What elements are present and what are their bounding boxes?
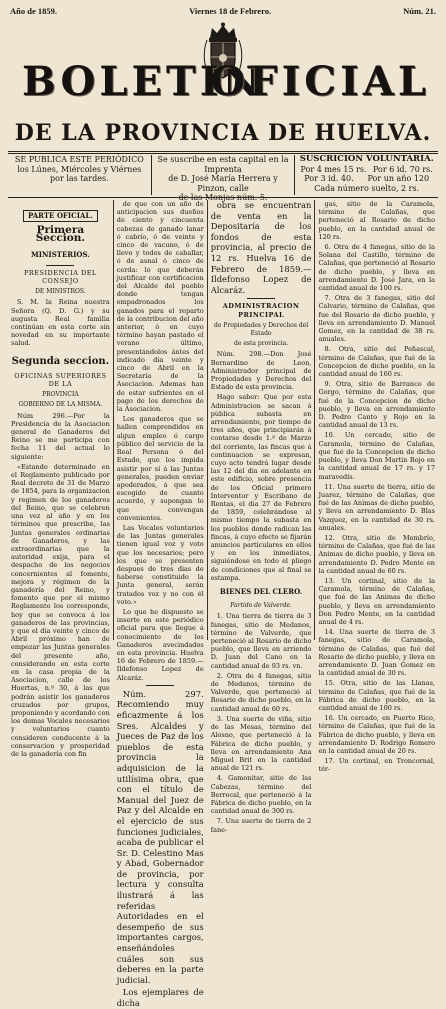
column-4 (314, 200, 438, 774)
list-item: 4. Gamonitar, sitio de las Cabezas, término del Berrocal, que perteneció á la Fábrica de dicho pueblo, en la cantidad anual de 300 rs. (210, 774, 312, 816)
list-item: 7. Una suerte de tierra de 2 fane- (210, 817, 312, 834)
list-item: 10. Un cercado, sitio de Caramola, término de Calañas, que fué de la Concepcion de dicho pueblo, y lleva Don Martin Rojo en la cantidad anual de 17 rs. y 17 maravedís. (318, 431, 435, 481)
list-item: 14. Una suerte de tierra de 3 fanegas, sitio de Caramola, término de Calañas, que fué del Rosario de dicho pueblo, y lleva en arrendamiento D. Juan Gomez en la cantidad anual de 30 rs. (318, 628, 435, 678)
issue-year: Año de 1859. (10, 6, 57, 16)
masthead (8, 18, 438, 110)
province-title: DE LA PROVINCIA DE HUELVA. (14, 120, 432, 146)
divider (8, 151, 438, 152)
notice-paragraph: Núm. 297. Recomiendo muy eficazmente á los Sres. Alcaldes y Jueces de Paz de los pueblos de esta provincia la adquisicion de la utilísima obra, que con el título de Manual del Juez de Paz y del Alcalde en el ejercicio de sus funciones judiciales, acaba de publicar el Sr. D. Celestino Mas y Abad, Gobernador de provincia, por lectura y consulta ilustrará á las referidas Autoridades en el desempeño de sus importantes cargos, enseñándoles cuáles son sus deberes en la parte judicial. (116, 688, 204, 985)
issue-number: Núm. 21. (403, 6, 436, 16)
subheading: OFICINAS SUPERIORES DE LA (14, 371, 107, 389)
subheading: PROVINCIA (42, 391, 79, 399)
section-box-parte-oficial: PARTE OFICIAL. (23, 210, 98, 222)
subheading: DE MINISTROS. (35, 288, 86, 296)
divider (46, 265, 74, 266)
notice-paragraph: Los ejemplares de dicha (116, 987, 204, 1008)
info-band (8, 155, 438, 195)
list-item: 12. Otra, sitio de Membrío, término de Calañas, que fué de las Animas de dicho pueblo, y lleva en arrendamiento D. Pedro Mente en la cantidad anual de 60 rs. (318, 533, 435, 575)
notice-paragraph: obra se encuentran de venta en la Depositaría de los fondos de esta provincia, al precio de 12 rs. Huelva 16 de Febrero de 1859.—Ildefonso Lopez de Alcaráz. (210, 200, 312, 295)
list-item: gas, sitio de la Caramola, término de Calañas, que perteneció al Rosario de dicho pueblo, en la cantidad anual de 120 rs. (318, 200, 435, 241)
column-3 (207, 200, 315, 834)
list-item: 16. Un cercado, en Puerto Rico, término de Calañas, que fué de la Fábrica de dicho pueblo, y lleva en arrendamiento D. Rodrigo Romero en la cantidad anual de 20 rs. (318, 714, 435, 755)
subscription-prices: SUSCRICION VOLUNTARIA. Por 4 mes 15 rs. Por 6 id. 70 rs. Por 3 id. 40. Por un año 120 Cada número suelto, 2 rs. (294, 155, 438, 195)
list-item: 8. Otra, sitio del Peñascal, término de Calañas, que fué de la Concepcion de dicho pueblo, en la cantidad anual de 160 rs. (318, 345, 435, 379)
body-columns (8, 200, 438, 1008)
divider (146, 685, 174, 686)
issue-line (10, 4, 436, 18)
title-oficial: OFICIAL (210, 58, 430, 105)
subheading: PRESIDENCIA DEL CONSEJO (24, 268, 97, 286)
divider (8, 197, 438, 198)
list-item: 2. Otra de 4 fanegas, sitio de Medanos, término de Valverde, que perteneció al Rosario de dicho pueblo, en la cantidad anual de 60 rs. (210, 671, 312, 713)
paragraph: «Estando determinado en el Reglamento publicado por Real decreto de 31 de Marzo de 1854, para la organizacion y regimen de los ganaderos del Reino, que se celebren una vez al año y en los términos que prescribe, las Juntas generales ordinarias de Ganaderos, y las extraordinarias que la autoridad exija, para el despacho de los negocios concernientes al fomento, mejora y régimen de la ganadería del Reino, y fomento que por el mismo Reglamento los corresponde, hoy que se convoca á los ganaderos de las provincias, y que el dia veinte y cinco de Abril próximo han de empezar las Juntas generales del presente año, considerando en esta corte en la casa propia de la Asociacion, calle de los Huertas, n.º 30, á las que podrán asistir los ganaderos cruzados por grupos, proponiendo y acordando con los demas Vocales necesarios y voluntarios cuanto consideren conducente á la conservacion y prosperidad de la ganadería con fin (11, 462, 110, 758)
list-item: 6. Otra de 4 fanegas, sitio de la Solana del Castillo, término de Calañas, que perteneció al Rosario de dicho pueblo, y lleva en arrendamiento D. José Jara, en la cantidad anual de 100 rs. (318, 243, 435, 293)
list-item: 17. Un cortinal, en Troncornal, tér- (318, 757, 435, 774)
list-item: 7. Otra de 3 fanegas, sitio del Calvario, término de Calañas, que fue del Rosario de dicho pueblo, y lleva en arrendamiento D. Manuel Gomez, en la cantidad de 38 rs. anuales. (318, 294, 435, 344)
list-item: 11. Una suerte de tierra, sitio de Juarez, término de Calañas, que fué de las Animas de dicho pueblo, y lleva en arrendamiento D. Blas Vazquez, en la cantidad de 30 rs. anuales. (318, 482, 435, 532)
subheading: GOBIERNO DE LA MISMA. (18, 401, 103, 409)
subheading: de esta provincia. (234, 340, 289, 348)
subheading: ADMINISTRACION PRINCIPAL (222, 302, 300, 319)
paragraph: Núm. 298.—Don José Bernardino de Leon, Administrador principal de Propiedades y Derechos del Estado de esta provincia. (210, 350, 312, 392)
paragraph: de que con un año de anticipacion sus dueños de ciento y cincuenta cabezas de ganado lanar ó cabrío, ó de veinte y cinco de vacuno, ó de llevo y todos de caballar, ó de asnal ó cinco de cerda: lo que deberán justificar con certificacion del Alcalde del pueblo donde tengan empadronados los ganados para el reparto de la contribucion del año anterior, ó en cuyo término hayan pastado el verano último, presentándolos ántes del indicado dia veinte y cinco de Abril en la Secretaría de la Asociacion. Ademas han de estar sufrientes en el pago de los derechos de la Asociacion. (116, 200, 204, 414)
list-item: 1. Una tierra de tierra de 3 fanegas, sitio de Medanos, término de Valverde, que perteneció al Rosario de dicho pueblo, que lleva en arriendo D. Juan del Cano en la cantidad anual de 93 rs. vn. (210, 612, 312, 670)
subheading: Partido de Valverde. (230, 602, 292, 610)
issue-date: Viernes 18 de Febrero. (189, 6, 272, 16)
list-item: 15. Otra, sitio de las Llanas, término de Calañas, que fué de la Fábrica de dicho pueblo, en la cantidad anual de 100 rs. (318, 679, 435, 712)
subheading: de Propiedades y Derechos del Estado (214, 321, 309, 337)
newspaper-title (8, 58, 438, 106)
paragraph: S. M. la Reina nuestra Señora (Q. D. G.) y su augusta Real familia continúan en esta corte sin novedad en su importante salud. (11, 298, 110, 348)
list-item: 9. Otra, sitio de Barranco de Gorgo, término de Calañas, que fué de la Concepcion de dicho pueblo, y lleva en arrendamiento D. Pedro Canto y Rojo en la cantidad anual de 13 rs. (318, 380, 435, 430)
paragraph: Las Vocales voluntarios de las Juntas generales tienen igual voz y voto que los necesarios; pero los que se presenten despues de tres dias de haberse constituido la Junta general, serán tratados voz y no con él voto.» (116, 523, 204, 606)
subscription-place: Se suscribe en esta capital en la Imprenta de D. José María Herrera y Pinzon, calle (151, 155, 295, 195)
section-heading: Segunda seccion. (11, 355, 110, 367)
publication-schedule: SE PUBLICA ESTE PERIÓDICO los Lúnes, Miércoles y Viérnes por las tardes. (14, 155, 144, 183)
paragraph: Núm 296.—Por la Presidencia de la Asociacion general de Ganaderos del Reino se me participa con fecha 11 del actual lo siguiente: (11, 411, 110, 461)
title-boletin: BOLETIN (22, 58, 264, 105)
column-2 (113, 200, 207, 1008)
column-1 (8, 200, 113, 758)
divider (247, 298, 275, 299)
section-heading: Primera Seccion. (35, 224, 86, 245)
list-item: 13. Un cortinal, sitio de la Caramola, término de Calañas, que fué de las Animas de dicho pueblo, y lleva en arrendamiento Don Pedro Mente, en la cantidad anual de 4 rs. (318, 576, 435, 626)
paragraph: Hago saber: Que por esta Administracion se sacan á pública subasta en arrendamiento, por tiempo de tres años, que principiarán á contarse desde 1.º de Marzo del corriente, las fincas que á continuacion se expresan, cuyo acto tendrá lugar desde las 12 del dia en adelante en este edificio, sobre presencia de los Oficial primero Interventor y Escribano de Rentas, el dia 27 de Febrero de 1859, celebrándose al mismo tiempo la subasta en los pueblos donde radican las fincas, á cuyo efecto se fijarán anuncios particulares en ellos y en los inmediatos, siguiéndose en todo el pliego de condiciones que al final se estampa. (210, 393, 312, 582)
subheading: MINISTERIOS. (31, 249, 90, 259)
paragraph: Lo que he dispuesto se inserte en este periódico oficial para que llegue á conocimiento de los Ganaderos avecindados en esta provincia. Huelva 16 de Febrero de 1859.—Ildefonso Lopez de Alcaráz. (116, 607, 204, 682)
subheading: BIENES DEL CLERO. (219, 587, 303, 597)
list-item: 3. Una suerte de viña, sitio de las Mesas, término del Alosno, que perteneció á la Fábrica de dicho pueblo, y lleva en arrendamiento Ana Miguel Brit en la cantidad anual de 121 rs. (210, 714, 312, 773)
paragraph: Los ganaderos que se hallen comprendidos en algun empleo ó cargo público del servicio de la Real Persona ó del Estado, que los impida asistir por sí á las Juntas generales, pueden enviar apoderados, á que sea escogido de cuanto acuerdo, y supongan lo que convengan convenientes. (116, 415, 204, 522)
